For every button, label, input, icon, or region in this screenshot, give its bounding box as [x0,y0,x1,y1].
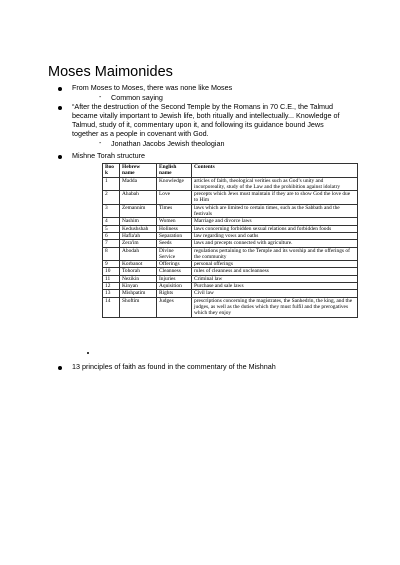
bullet-text: 13 principles of faith as found in the commentary of the Mishnah [72,362,276,371]
header-english-line: name [159,170,172,177]
cell-hebrew: Nezikin [120,275,157,282]
cell-hebrew: Zemannim [120,204,157,218]
page-title: Moses Maimonides [48,64,173,80]
cell-hebrew: Korbanot [120,261,157,268]
bullet-dot [58,87,62,91]
header-contents: Contents [192,164,358,178]
quote-line: together as a people in covenant with God. [72,129,209,138]
table-row [103,261,358,268]
cell-english: Separation [157,232,192,239]
cell-num: 5 [103,225,120,232]
sub-bullet-text: Common saying [111,93,163,102]
cell-num: 4 [103,218,120,225]
cell-num: 9 [103,261,120,268]
cell-contents: personal offerings [192,261,358,268]
cell-num: 8 [103,247,120,261]
cell-hebrew: Nashim [120,218,157,225]
table-row [103,191,358,205]
cell-english: Love [157,191,192,205]
cell-english: Divine Service [157,247,192,261]
sub-bullet-marker: - [99,140,102,147]
quote-line: Talmud, study of it, commentary upon it, and following its guidance bound Jews [72,120,324,129]
header-book [103,164,120,178]
cell-english: Rights [157,290,192,297]
sub-bullet-text: Jonathan Jacobs Jewish theologian [111,139,225,148]
sub-bullet-marker: - [99,94,102,101]
cell-hebrew: Ahabah [120,191,157,205]
cell-english: Cleanness [157,268,192,275]
cell-contents: laws concerning forbidden sexual relations and forbidden foods [192,225,358,232]
cell-num: 1 [103,177,120,191]
cell-english: Knowledge [157,177,192,191]
cell-hebrew: Hafla'ah [120,232,157,239]
cell-contents: articles of faith, theological verities such as God’s unity and incorporeality, study of the Law and the prohibition against idolatry [192,177,358,191]
cell-hebrew: Madda [120,177,157,191]
cell-english: Judges [157,297,192,317]
header-book-line: k [105,170,108,177]
table-row [103,275,358,282]
quote-line: “After the destruction of the Second Temple by the Romans in 70 C.E., the Talmud [72,102,334,111]
table-row [103,204,358,218]
table-row [103,290,358,297]
cell-num: 10 [103,268,120,275]
cell-num: 6 [103,232,120,239]
cell-contents: laws which are limited to certain times, such as the Sabbath and the festivals [192,204,358,218]
cell-english: Aquisition [157,283,192,290]
cell-english: Seeds [157,240,192,247]
table-row [103,225,358,232]
bullet-dot [58,155,62,159]
table-row [103,268,358,275]
cell-english: Injuries [157,275,192,282]
cell-num: 11 [103,275,120,282]
cell-contents: precepts which Jews must maintain if they are to show God the love due to Him [192,191,358,205]
cell-contents: law regarding vows and oaths [192,232,358,239]
cell-hebrew: Kinyan [120,283,157,290]
table-row [103,218,358,225]
cell-contents: prescriptions concerning the magistrates, the Sanhedrin, the king, and the judges, as well as the duties which they must fulfil and the prerogatives which they enjoy [192,297,358,317]
bullet-dot [58,106,62,110]
table-row [103,240,358,247]
cell-hebrew: Abodah [120,247,157,261]
cell-contents: laws and precepts connected with agriculture. [192,240,358,247]
cell-hebrew: Kedushshah [120,225,157,232]
quote-line: became vitally important to Jewish life, both ritually and intellectually... Knowledge of [72,111,340,120]
header-english-line: English [159,164,177,170]
cell-num: 2 [103,191,120,205]
cell-contents: Civil law [192,290,358,297]
header-hebrew [120,164,157,178]
cell-num: 13 [103,290,120,297]
cell-hebrew: Zera'im [120,240,157,247]
table-row [103,232,358,239]
bullet-text: Mishne Torah structure [72,151,145,160]
cell-english: Holiness [157,225,192,232]
header-hebrew-line: name [122,170,135,177]
cell-contents: Criminal law [192,275,358,282]
cell-contents: Marriage and divorce laws [192,218,358,225]
cell-hebrew: Mishpatim [120,290,157,297]
mishne-torah-table [102,163,358,318]
table-row [103,177,358,191]
cell-english: Offerings [157,261,192,268]
empty-bullet-dot [87,352,89,354]
cell-num: 12 [103,283,120,290]
table-row [103,247,358,261]
bullet-text: From Moses to Moses, there was none like Moses [72,83,233,92]
cell-contents: rules of cleanness and uncleanness [192,268,358,275]
table-row [103,297,358,317]
cell-num: 3 [103,204,120,218]
cell-contents: Purchase and sale laws [192,283,358,290]
cell-hebrew: Shoftim [120,297,157,317]
cell-english: Times [157,204,192,218]
table-row [103,283,358,290]
cell-english: Women [157,218,192,225]
table-header-row [103,164,358,178]
cell-num: 14 [103,297,120,317]
header-english [157,164,192,178]
cell-contents: regulations pertaining to the Temple and its worship and the offerings of the community [192,247,358,261]
header-hebrew-line: Hebrew [122,164,141,170]
cell-num: 7 [103,240,120,247]
bullet-dot [58,366,62,370]
header-book-line: Boo [105,164,114,170]
cell-hebrew: Tohorah [120,268,157,275]
